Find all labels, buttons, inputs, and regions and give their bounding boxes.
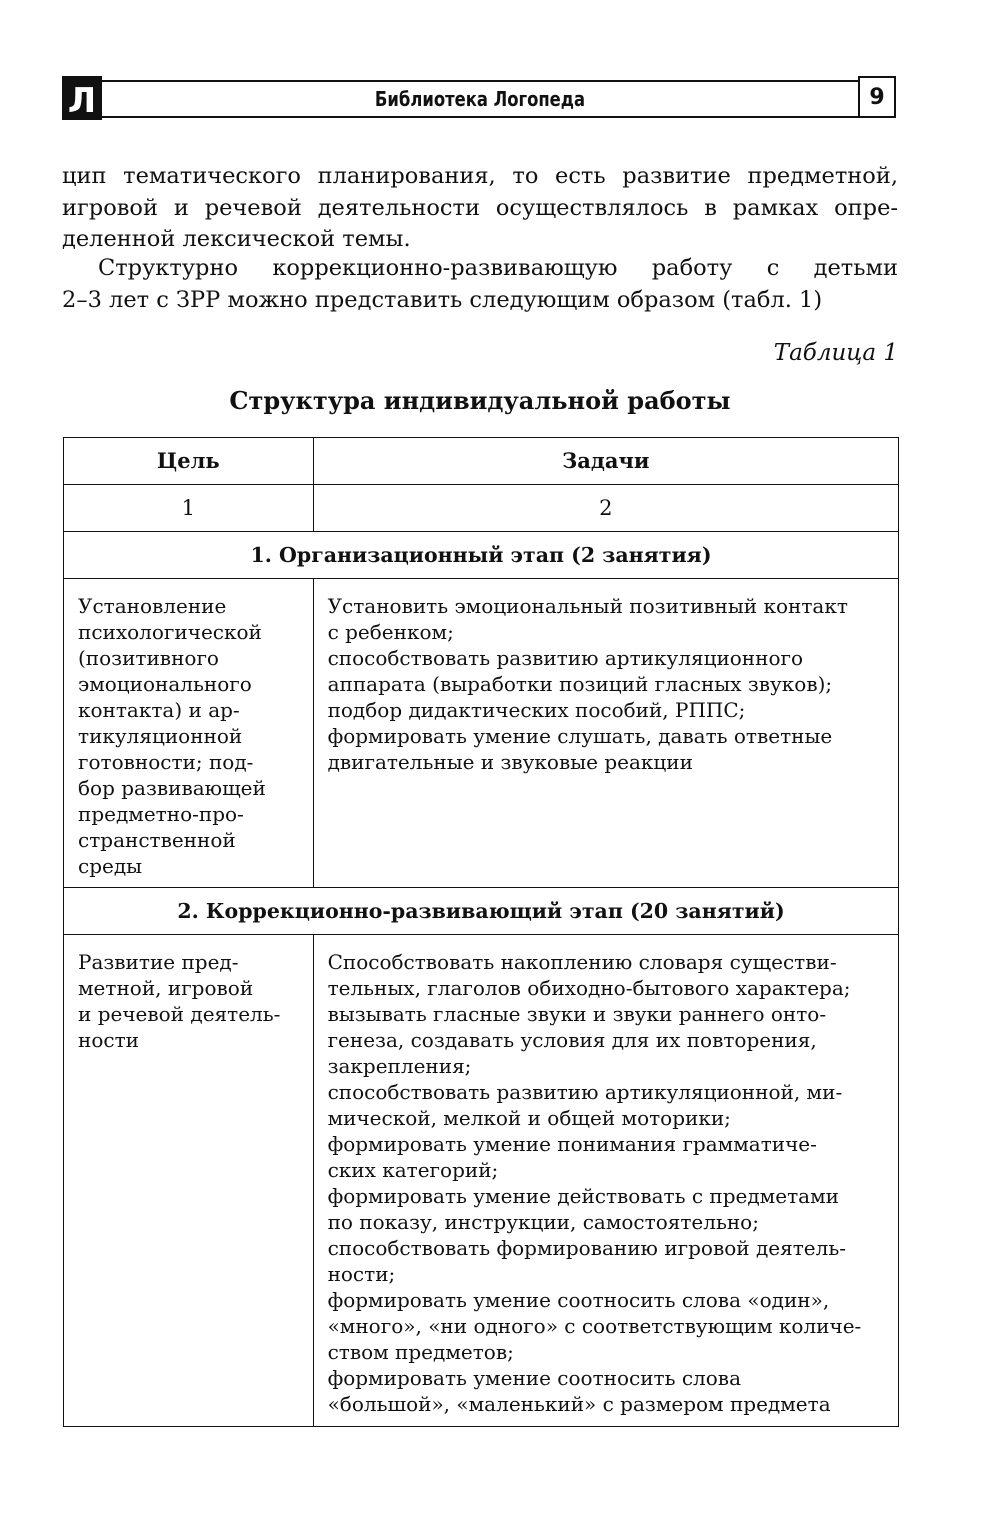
- stage-title: 2. Коррекционно-развивающий этап (20 занятий): [64, 888, 899, 935]
- task-line: закрепления;: [327, 1054, 472, 1078]
- goal-line: Установление: [78, 594, 227, 618]
- task-line: Способствовать накоплению словаря существи-: [327, 950, 837, 974]
- goal-line: предметно-про-: [78, 802, 244, 826]
- column-number-row: [64, 485, 899, 532]
- text-line: 2–3 лет с ЗРР можно представить следующим образом (табл. 1): [62, 286, 823, 313]
- goal-line: метной, игровой: [78, 976, 254, 1000]
- task-line: способствовать развитию артикуляционной, ми-: [327, 1080, 843, 1104]
- goal-line: тикуляционной: [78, 724, 243, 748]
- task-line: аппарата (выработки позиций гласных звуков);: [327, 672, 833, 696]
- task-line: ских категорий;: [327, 1158, 499, 1182]
- task-line: с ребенком;: [327, 620, 454, 644]
- table-title: Структура индивидуальной работы: [229, 386, 731, 415]
- task-line: «большой», «маленький» с размером предмета: [327, 1392, 831, 1416]
- task-line: способствовать формированию игровой деятель-: [327, 1236, 846, 1260]
- task-line: ством предметов;: [327, 1340, 514, 1364]
- column-number: 2: [313, 485, 898, 532]
- header-rule-bottom: [102, 116, 858, 118]
- goal-line: эмоционального: [78, 672, 252, 696]
- column-header-tasks: Задачи: [313, 438, 898, 485]
- goal-line: бор развивающей: [78, 776, 266, 800]
- goal-line: ности: [78, 1028, 139, 1052]
- task-line: двигательные и звуковые реакции: [327, 750, 693, 774]
- task-line: генеза, создавать условия для их повторения,: [327, 1028, 817, 1052]
- text-line: Структурно коррекционно-развивающую работу с детьми: [98, 255, 898, 281]
- table-row: [64, 935, 899, 1427]
- task-line: формировать умение слушать, давать ответные: [327, 724, 833, 748]
- stage-title: 1. Организационный этап (2 занятия): [64, 532, 899, 579]
- text-line: цип тематического планирования, то есть развитие предметной,: [62, 163, 898, 189]
- goal-line: Развитие пред-: [78, 950, 239, 974]
- goal-line: психологической: [78, 620, 262, 644]
- task-line: способствовать развитию артикуляционного: [327, 646, 804, 670]
- text-line: игровой и речевой деятельности осуществлялось в рамках опре-: [62, 194, 898, 221]
- goal-line: и речевой деятель-: [78, 1002, 281, 1026]
- table-label: Таблица 1: [773, 340, 898, 366]
- task-line: по показу, инструкции, самостоятельно;: [327, 1210, 759, 1234]
- page-number: 9: [858, 76, 896, 118]
- goal-line: среды: [78, 854, 143, 878]
- goal-line: странственной: [78, 828, 236, 852]
- table-header-row: [64, 438, 899, 485]
- goal-line: готовности; под-: [78, 750, 254, 774]
- running-title: Библиотека Логопеда: [374, 87, 586, 111]
- task-line: мической, мелкой и общей моторики;: [327, 1106, 731, 1130]
- task-line: тельных, глаголов обиходно-бытового характера;: [327, 976, 851, 1000]
- task-line: формировать умение соотносить слова: [327, 1366, 741, 1390]
- task-line: вызывать гласные звуки и звуки раннего онто-: [327, 1002, 827, 1026]
- page-header: [62, 76, 898, 120]
- intro-paragraph-2: [62, 253, 898, 316]
- tasks-cell: [313, 579, 898, 888]
- goal-line: контакта) и ар-: [78, 698, 240, 722]
- task-line: формировать умение понимания грамматиче-: [327, 1132, 817, 1156]
- library-logo: Л: [62, 76, 102, 120]
- task-line: Установить эмоциональный позитивный контакт: [327, 594, 848, 618]
- task-line: подбор дидактических пособий, РППС;: [327, 698, 746, 722]
- task-line: ности;: [327, 1262, 396, 1286]
- text-line: деленной лексической темы.: [62, 226, 411, 252]
- structure-table: [63, 437, 899, 1427]
- tasks-cell: [313, 935, 898, 1427]
- task-line: формировать умение соотносить слова «один»,: [327, 1288, 830, 1312]
- column-header-goal: Цель: [64, 438, 314, 485]
- table-row: [64, 579, 899, 888]
- task-line: формировать умение действовать с предметами: [327, 1184, 839, 1208]
- stage-row: [64, 888, 899, 935]
- intro-paragraph-1: [62, 161, 898, 256]
- stage-row: [64, 532, 899, 579]
- task-line: «много», «ни одного» с соответствующим количе-: [327, 1314, 862, 1338]
- column-number: 1: [64, 485, 314, 532]
- goal-line: (позитивного: [78, 646, 219, 670]
- goal-cell: [64, 935, 314, 1427]
- goal-cell: [64, 579, 314, 888]
